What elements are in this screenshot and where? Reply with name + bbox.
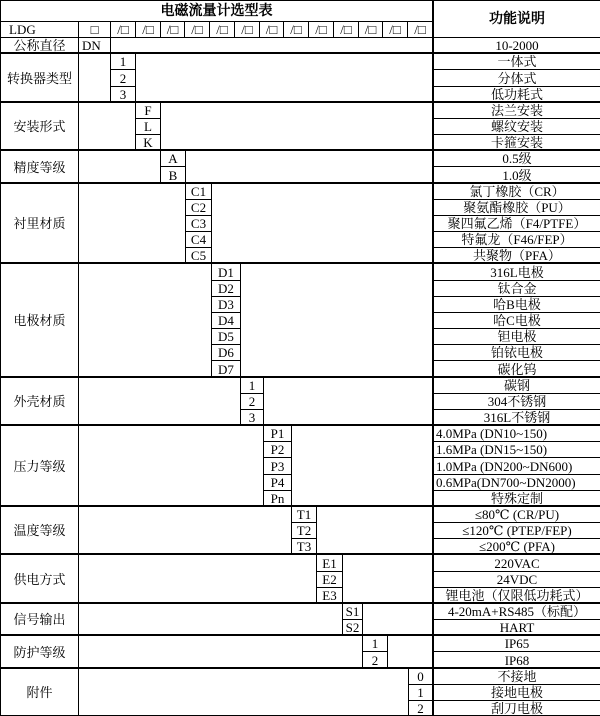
- category-label: 外壳材质: [0, 377, 79, 426]
- code-cell: 1: [362, 635, 388, 652]
- function-cell: 316L电极: [432, 263, 600, 281]
- spacer-cell: [160, 102, 433, 151]
- category-label: 精度等级: [0, 150, 79, 184]
- function-cell: 哈B电极: [432, 296, 600, 313]
- category-label: 温度等级: [0, 506, 79, 555]
- category-label: 衬里材质: [0, 183, 79, 264]
- function-cell: 304不锈钢: [432, 393, 600, 410]
- code-cell: E3: [316, 587, 343, 604]
- function-cell: ≤200℃ (PFA): [432, 538, 600, 555]
- spacer-cell: [78, 425, 264, 507]
- code-cell: 2: [110, 69, 136, 87]
- function-cell: 特氟龙（F46/FEP）: [432, 231, 600, 248]
- function-cell: 0.6MPa(DN700~DN2000): [432, 474, 600, 491]
- spacer-cell: [135, 53, 433, 103]
- spacer-cell: [78, 150, 161, 184]
- code-cell: 1: [408, 684, 433, 701]
- function-cell: ≤120℃ (PTEP/FEP): [432, 522, 600, 539]
- function-cell: 钛合金: [432, 280, 600, 297]
- code-cell: 2: [408, 700, 433, 716]
- function-cell: 刮刀电极: [432, 700, 600, 716]
- code-cell: T2: [291, 522, 317, 539]
- function-cell: 1.0级: [432, 166, 600, 184]
- function-cell: 低功耗式: [432, 86, 600, 103]
- model-slot-cell: /□: [333, 21, 359, 38]
- function-cell: HART: [432, 619, 600, 636]
- spacer-cell: [78, 263, 212, 378]
- model-slot-cell: /□: [283, 21, 309, 38]
- model-slot-cell: /□: [407, 21, 433, 38]
- function-cell: 220VAC: [432, 554, 600, 572]
- spacer-cell: [78, 183, 186, 264]
- model-slot-cell: /□: [110, 21, 136, 38]
- spacer-cell: [78, 377, 241, 426]
- code-cell: E2: [316, 571, 343, 588]
- category-label: 转换器类型: [0, 53, 79, 103]
- category-label: 供电方式: [0, 554, 79, 604]
- code-cell: P3: [263, 457, 292, 475]
- code-cell: C2: [185, 199, 212, 216]
- code-cell: D1: [211, 263, 241, 281]
- code-cell: P4: [263, 474, 292, 491]
- model-prefix-cell: LDG: [0, 21, 79, 38]
- spacer-cell: [240, 263, 433, 378]
- function-cell: 1.6MPa (DN15~150): [432, 441, 600, 458]
- category-label: 附件: [0, 668, 79, 716]
- spacer-cell: [342, 554, 433, 604]
- code-cell: 3: [240, 409, 264, 426]
- code-cell: D2: [211, 280, 241, 297]
- code-cell: Pn: [263, 490, 292, 507]
- function-cell: 碳钢: [432, 377, 600, 394]
- spacer-cell: [316, 506, 433, 555]
- category-label: 防护等级: [0, 635, 79, 669]
- model-slot-cell: /□: [160, 21, 185, 38]
- function-cell: 卡箍安装: [432, 134, 600, 151]
- code-cell: 2: [240, 393, 264, 410]
- code-cell: D4: [211, 312, 241, 329]
- code-cell: P2: [263, 441, 292, 458]
- code-cell: C1: [185, 183, 212, 200]
- code-cell: C5: [185, 247, 212, 264]
- model-slot-cell: /□: [209, 21, 235, 38]
- model-box-cell: □: [78, 21, 111, 38]
- function-cell: 分体式: [432, 69, 600, 87]
- spacer-cell: [185, 150, 433, 184]
- function-cell: 锂电池（仅限低功耗式）: [432, 587, 600, 604]
- spacer-cell: [78, 102, 136, 151]
- function-cell: 1.0MPa (DN200~DN600): [432, 457, 600, 475]
- category-label: 信号输出: [0, 603, 79, 636]
- function-cell: 碳化钨: [432, 360, 600, 378]
- model-slot-cell: /□: [259, 21, 284, 38]
- category-label: 压力等级: [0, 425, 79, 507]
- code-cell: P1: [263, 425, 292, 442]
- code-cell: 3: [110, 86, 136, 103]
- function-cell: 氯丁橡胶（CR）: [432, 183, 600, 200]
- dn-row-label: 公称直径: [0, 37, 79, 54]
- function-cell: ≤80℃ (CR/PU): [432, 506, 600, 523]
- code-cell: B: [160, 166, 186, 184]
- category-label: 电极材质: [0, 263, 79, 378]
- function-cell: 0.5级: [432, 150, 600, 167]
- spacer-cell: [78, 53, 111, 103]
- code-cell: 1: [240, 377, 264, 394]
- spacer-cell: [78, 635, 363, 669]
- function-column-header: 功能说明: [432, 0, 600, 38]
- code-cell: T1: [291, 506, 317, 523]
- code-cell: A: [160, 150, 186, 167]
- spacer-cell: [78, 506, 292, 555]
- spacer-cell: [78, 668, 409, 716]
- code-cell: 2: [362, 651, 388, 669]
- code-cell: D5: [211, 328, 241, 345]
- code-cell: E1: [316, 554, 343, 572]
- function-cell: 聚氨酯橡胶（PU）: [432, 199, 600, 216]
- model-slot-cell: /□: [358, 21, 383, 38]
- spacer-cell: [211, 183, 433, 264]
- code-cell: T3: [291, 538, 317, 555]
- function-cell: 共聚物（PFA）: [432, 247, 600, 264]
- function-cell: 4-20mA+RS485（标配）: [432, 603, 600, 620]
- code-cell: K: [135, 134, 161, 151]
- function-cell: 螺纹安装: [432, 118, 600, 135]
- code-cell: D6: [211, 344, 241, 361]
- function-cell: 钽电极: [432, 328, 600, 345]
- code-cell: D7: [211, 360, 241, 378]
- code-cell: L: [135, 118, 161, 135]
- code-cell: D3: [211, 296, 241, 313]
- function-cell: 不接地: [432, 668, 600, 685]
- spacer-cell: [291, 425, 433, 507]
- model-slot-cell: /□: [184, 21, 210, 38]
- spacer-cell: [362, 603, 433, 636]
- function-cell: IP68: [432, 651, 600, 669]
- code-cell: 1: [110, 53, 136, 70]
- code-cell: 0: [408, 668, 433, 685]
- function-cell: 一体式: [432, 53, 600, 70]
- spacer-cell: [387, 635, 433, 669]
- dn-code-cell: DN: [78, 37, 111, 54]
- function-cell: 接地电极: [432, 684, 600, 701]
- function-cell: 特殊定制: [432, 490, 600, 507]
- spacer-cell: [78, 554, 317, 604]
- function-cell: 哈C电极: [432, 312, 600, 329]
- code-cell: C3: [185, 215, 212, 232]
- function-cell: 316L不锈钢: [432, 409, 600, 426]
- function-cell: 4.0MPa (DN10~150): [432, 425, 600, 442]
- code-cell: C4: [185, 231, 212, 248]
- spacer-cell: [110, 37, 433, 54]
- code-cell: S1: [342, 603, 363, 620]
- category-label: 安装形式: [0, 102, 79, 151]
- model-slot-cell: /□: [234, 21, 260, 38]
- table-title: 电磁流量计选型表: [0, 0, 433, 22]
- function-cell: 铂铱电极: [432, 344, 600, 361]
- function-cell: 聚四氟乙烯（F4/PTFE）: [432, 215, 600, 232]
- function-cell: 法兰安装: [432, 102, 600, 119]
- spacer-cell: [263, 377, 433, 426]
- spacer-cell: [78, 603, 343, 636]
- model-slot-cell: /□: [135, 21, 161, 38]
- dn-function-cell: 10-2000: [432, 37, 600, 54]
- code-cell: F: [135, 102, 161, 119]
- code-cell: S2: [342, 619, 363, 636]
- model-slot-cell: /□: [382, 21, 408, 38]
- model-slot-cell: /□: [308, 21, 334, 38]
- function-cell: 24VDC: [432, 571, 600, 588]
- function-cell: IP65: [432, 635, 600, 652]
